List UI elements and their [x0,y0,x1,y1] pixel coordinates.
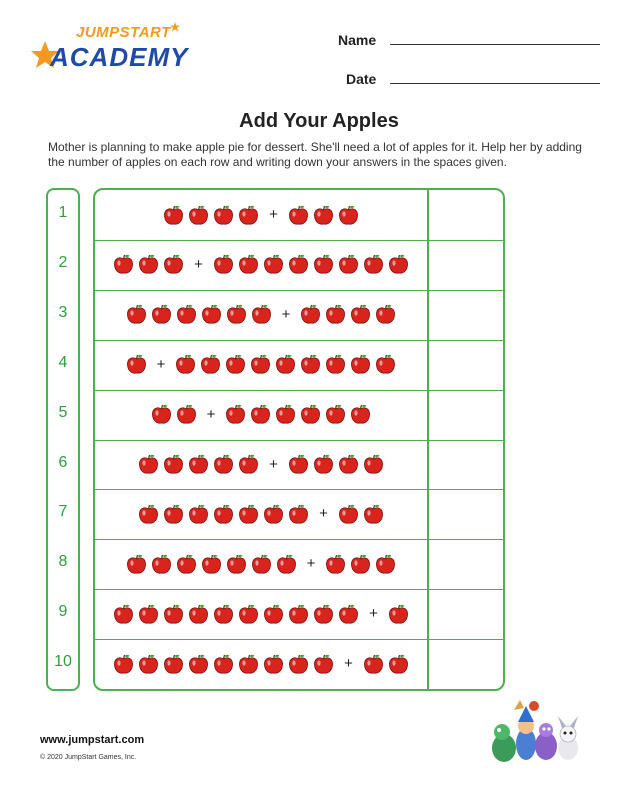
apple-icon [251,303,272,325]
apple-icon [313,653,334,675]
date-field[interactable] [390,83,600,84]
apple-icon [151,553,172,575]
apple-icon [213,204,234,226]
apple-row [95,290,427,339]
apple-icon [188,453,209,475]
answer-cell[interactable] [429,589,505,639]
apple-icon [338,503,359,525]
apple-icon [275,403,296,425]
apple-icon [388,653,409,675]
apple-row [95,589,427,638]
apple-icon [363,453,384,475]
apple-icon [363,653,384,675]
apple-icon [126,353,147,375]
answer-cell[interactable] [429,489,505,539]
plus-sign: + [269,206,278,223]
apple-icon [250,403,271,425]
apple-icon [338,253,359,275]
plus-sign: + [369,605,378,623]
apple-icon [213,603,234,625]
apple-icon [375,553,396,575]
apple-icon [251,553,272,575]
apple-grid [93,188,505,691]
apple-icon [188,653,209,675]
footer-url[interactable]: www.jumpstart.com [40,734,145,746]
apple-icon [300,353,321,375]
apple-icon [188,503,209,525]
apple-row [95,190,427,239]
apple-icon [313,204,334,226]
apple-icon [238,653,259,675]
apple-icon [138,453,159,475]
date-label: Date [346,71,377,87]
apple-icon [163,653,184,675]
apple-icon [350,303,371,325]
apple-icon [226,303,247,325]
apple-icon [113,653,134,675]
jumpstart-academy-logo [30,22,190,78]
apple-icon [126,553,147,575]
apple-icon [325,403,346,425]
apple-icon [313,253,334,275]
apple-icon [325,553,346,575]
plus-sign: + [194,255,203,273]
apple-icon [288,453,309,475]
plus-sign: + [319,505,328,523]
apple-icon [226,553,247,575]
apple-row [95,440,427,489]
apple-icon [200,353,221,375]
apple-icon [276,553,297,575]
apple-icon [250,353,271,375]
mascot-characters [484,696,590,766]
apple-icon [313,603,334,625]
apple-icon [338,204,359,226]
plus-sign: + [281,305,291,323]
apple-icon [113,253,134,275]
apple-icon [176,303,197,325]
apple-icon [288,503,309,525]
apple-icon [238,204,259,226]
answer-cell[interactable] [429,639,505,689]
apple-icon [201,553,222,575]
logo-text-bottom: ACADEMY [50,42,189,72]
apple-icon [213,453,234,475]
apple-icon [263,253,284,275]
small-star-icon [170,22,180,32]
row-number: 10 [54,653,72,671]
row-number: 1 [58,204,68,221]
apple-icon [213,503,234,525]
apple-icon [375,303,396,325]
row-number: 9 [58,603,68,621]
apple-icon [138,253,159,275]
apple-row [95,489,427,538]
apple-icon [325,303,346,325]
apple-row [95,390,427,439]
answer-cell[interactable] [429,340,505,390]
apple-icon [363,253,384,275]
apple-row [95,639,427,688]
plus-sign: + [156,355,166,373]
apple-icon [151,403,172,425]
apple-icon [201,303,222,325]
answer-cell[interactable] [429,539,505,589]
name-field[interactable] [390,44,600,45]
worksheet-title: Add Your Apples [239,110,399,132]
plus-sign: + [206,405,216,423]
apple-icon [263,653,284,675]
apple-icon [313,453,334,475]
apple-icon [163,453,184,475]
apple-icon [213,253,234,275]
apple-icon [338,603,359,625]
apple-icon [138,653,159,675]
apple-icon [300,403,321,425]
answer-cell[interactable] [429,440,505,490]
row-number: 5 [58,403,68,421]
instructions: Mother is planning to make apple pie for dessert. She'll need a lot of apples for it. Help her by adding the number of apples on each row and writing down your answers in the spaces given. [48,140,582,169]
apple-icon [275,353,296,375]
apple-icon [338,453,359,475]
apple-icon [213,653,234,675]
plus-sign: + [269,455,278,473]
row-number: 3 [58,303,68,321]
apple-icon [288,204,309,226]
answer-cell[interactable] [429,190,505,240]
apple-icon [238,253,259,275]
apple-icon [350,553,371,575]
apple-icon [176,553,197,575]
apple-icon [188,204,209,226]
apple-icon [163,253,184,275]
name-label: Name [338,32,377,48]
apple-icon [263,603,284,625]
apple-icon [113,603,134,625]
apple-icon [350,403,371,425]
apple-icon [375,353,396,375]
apple-icon [163,503,184,525]
apple-icon [225,403,246,425]
apple-row [95,340,427,389]
apple-icon [238,503,259,525]
apple-icon [300,303,321,325]
plus-sign: + [306,555,316,573]
answer-cell[interactable] [429,240,505,290]
apple-icon [288,603,309,625]
apple-icon [288,653,309,675]
answer-cell[interactable] [429,390,505,440]
apple-icon [225,353,246,375]
row-number: 4 [58,353,68,371]
apple-icon [263,503,284,525]
apple-icon [188,603,209,625]
row-number-column [46,188,80,691]
row-number: 8 [58,553,68,571]
apple-icon [138,503,159,525]
apple-icon [176,403,197,425]
row-number: 6 [58,453,68,471]
apple-icon [238,603,259,625]
plus-sign: + [344,655,353,673]
logo-text-top: JUMPSTART [76,24,171,41]
apple-icon [388,253,409,275]
apple-icon [163,603,184,625]
apple-icon [126,303,147,325]
apple-icon [350,353,371,375]
apple-icon [288,253,309,275]
apple-icon [325,353,346,375]
apple-icon [163,204,184,226]
row-number: 2 [58,253,68,271]
answer-cell[interactable] [429,290,505,340]
apple-icon [151,303,172,325]
row-number: 7 [58,503,68,521]
apple-icon [175,353,196,375]
apple-icon [138,603,159,625]
apple-icon [388,603,409,625]
apple-row [95,539,427,588]
apple-icon [238,453,259,475]
footer-copyright: © 2020 JumpStart Games, Inc. [40,754,137,761]
apple-row [95,240,427,289]
apple-icon [363,503,384,525]
